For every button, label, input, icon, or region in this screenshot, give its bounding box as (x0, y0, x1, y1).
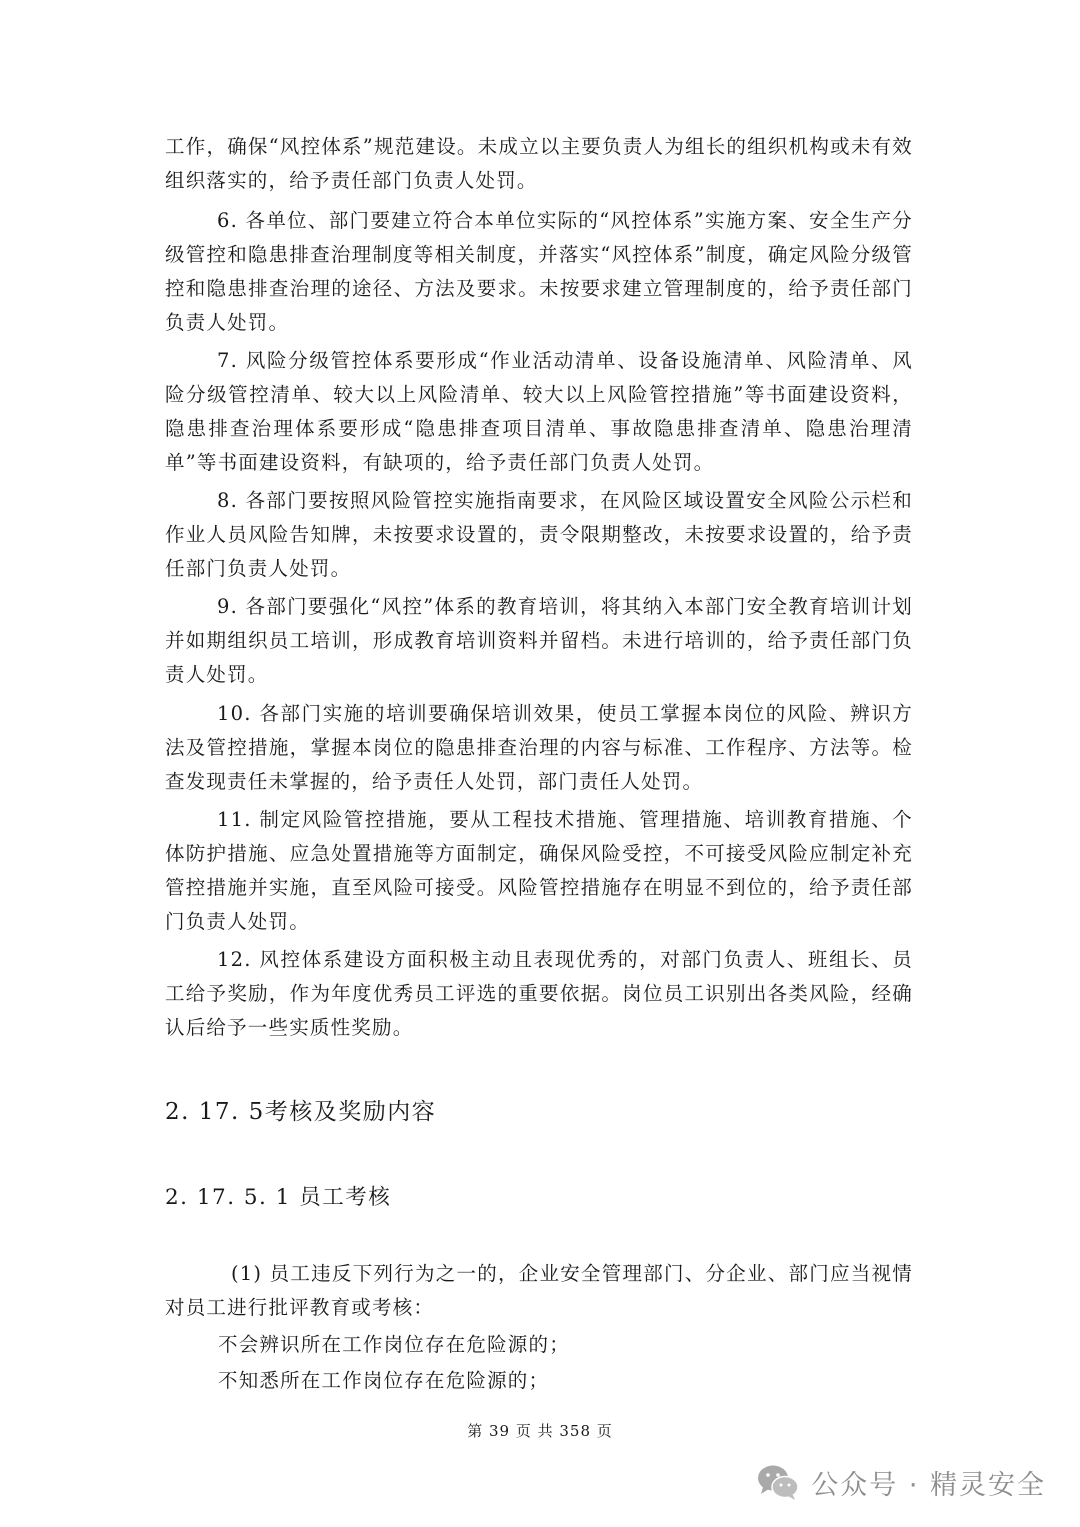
paragraph-7: 7. 风险分级管控体系要形成“作业活动清单、设备设施清单、风险清单、风险分级管控清单、较大以上风险清单、较大以上风险管控措施”等书面建设资料，隐患排查治理体系要形成“隐患排查项目清单、事故隐患排查清单、隐患治理清单”等书面建设资料，有缺项的，给予责任部门负责人处罚。 (165, 349, 913, 474)
section-heading-2-17-5: 2. 17. 5考核及奖励内容 (165, 1099, 437, 1125)
page-footer: 第 39 页 共 358 页 (467, 1422, 613, 1440)
paragraph-6: 6. 各单位、部门要建立符合本单位实际的“风控体系”实施方案、安全生产分级管控和隐患排查治理制度等相关制度，并落实“风控体系”制度，确定风险分级管控和隐患排查治理的途径、方法及要求。未按要求建立管理制度的，给予责任部门负责人处罚。 (165, 209, 913, 334)
subsection-heading-2-17-5-1: 2. 17. 5. 1 员工考核 (165, 1185, 392, 1210)
paragraph-5-continued: 工作，确保“风控体系”规范建设。未成立以主要负责人为组长的组织机构或未有效组织落实的，给予责任部门负责人处罚。 (165, 135, 913, 192)
list-line-a: 不会辨识所在工作岗位存在危险源的； (218, 1333, 570, 1356)
wechat-icon (755, 1462, 801, 1502)
item-1-paragraph: (1) 员工违反下列行为之一的，企业安全管理部门、分企业、部门应当视情对员工进行批评教育或考核： (165, 1262, 913, 1319)
watermark-text: 公众号 · 精灵安全 (811, 1469, 1046, 1501)
list-line-b: 不知悉所在工作岗位存在危险源的； (218, 1369, 550, 1392)
paragraph-12: 12. 风控体系建设方面积极主动且表现优秀的，对部门负责人、班组长、员工给予奖励，作为年度优秀员工评选的重要依据。岗位员工识别出各类风险，经确认后给予一些实质性奖励。 (165, 948, 913, 1039)
paragraph-11: 11. 制定风险管控措施，要从工程技术措施、管理措施、培训教育措施、个体防护措施、应急处置措施等方面制定，确保风险受控，不可接受风险应制定补充管控措施并实施，直至风险可接受。风险管控措施存在明显不到位的，给予责任部门负责人处罚。 (165, 808, 913, 933)
paragraph-8: 8. 各部门要按照风险管控实施指南要求，在风险区域设置安全风险公示栏和作业人员风险告知牌，未按要求设置的，责令限期整改，未按要求设置的，给予责任部门负责人处罚。 (165, 489, 913, 580)
paragraph-9: 9. 各部门要强化“风控”体系的教育培训，将其纳入本部门安全教育培训计划并如期组织员工培训，形成教育培训资料并留档。未进行培训的，给予责任部门负责人处罚。 (165, 595, 913, 686)
paragraph-10: 10. 各部门实施的培训要确保培训效果，使员工掌握本岗位的风险、辨识方法及管控措施，掌握本岗位的隐患排查治理的内容与标准、工作程序、方法等。检查发现责任未掌握的，给予责任人处罚，部门责任人处罚。 (165, 702, 913, 793)
watermark (755, 1460, 1046, 1504)
